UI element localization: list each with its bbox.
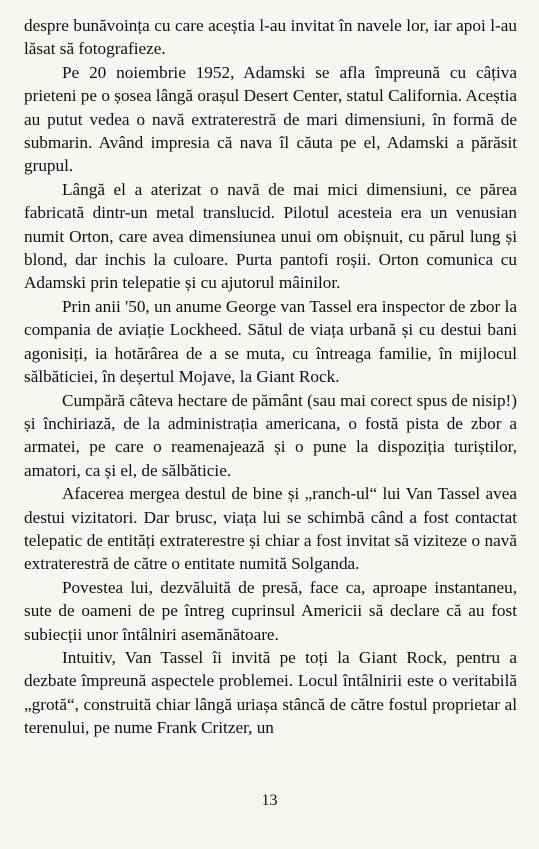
paragraph-press-story: Povestea lui, dezvăluită de presă, face ca, aproape instantaneu, sute de oameni de pe întreg cuprinsul Americii să declare că au fost subiecții unor întâlniri asemănătoare. <box>24 577 517 644</box>
paragraph-orton: Lângă el a aterizat o navă de mai mici dimensiuni, ce părea fabricată dintr-un metal translucid. Pilotul acesteia era un venusian numit Orton, care avea dimensiunea unui om obișnuit, cu părul lung și blond, dar inchis la culoare. Purta pantofi roșii. Orton comunica cu Adamski prin telepatie și cu ajutorul mâinilor. <box>24 179 517 293</box>
paragraph-giant-rock: Intuitiv, Van Tassel îi invită pe toți la Giant Rock, pentru a dezbate împreună aspectele problemei. Locul întâlnirii este o veritabilă „grotă“, construită chiar lângă uriașa stâncă de către fostul proprietar al terenului, pe nume Frank Critzer, un <box>24 647 517 738</box>
paragraph-continuation: despre bunăvoința cu care aceștia l-au invitat în navele lor, iar apoi l-au lăsat să fotografieze. <box>24 16 517 59</box>
page-number: 13 <box>261 792 278 809</box>
paragraph-land-purchase: Cumpără câteva hectare de pământ (sau mai corect spus de nisip!) și închiriază, de la administrația americana, o fostă pista de zbor a armatei, pe care o reamenajează și o pune la dispoziția turiștilor, amatori, ca și el, de sălbăticie. <box>24 390 517 480</box>
paragraph-ranch: Afacerea mergea destul de bine și „ranch-ul“ lui Van Tassel avea destui vizitatori. Dar brusc, viața lui se schimbă când a fost contactat telepatic de entități extraterestre și chiar a fost invitat să viziteze o navă extraterestră de către o entitate numită Solganda. <box>24 484 517 574</box>
paragraph-van-tassel: Prin anii '50, un anume George van Tassel era inspector de zbor la compania de aviație Lockheed. Sătul de viața urbană și cu destui bani agonisiți, ia hotărârea de a se muta, cu întreaga familie, în mijlocul sălbăticiei, în deșertul Mojave, la Giant Rock. <box>24 296 517 387</box>
paragraph-adamski-sighting: Pe 20 noiembrie 1952, Adamski se afla împreună cu câțiva prieteni pe o șosea lângă orașul Desert Center, statul California. Aceștia au putut vedea o navă extraterestră de mari dimensiuni, în formă de submarin. Având impresia că nava îl căuta pe el, Adamski a părăsit grupul. <box>24 62 517 176</box>
